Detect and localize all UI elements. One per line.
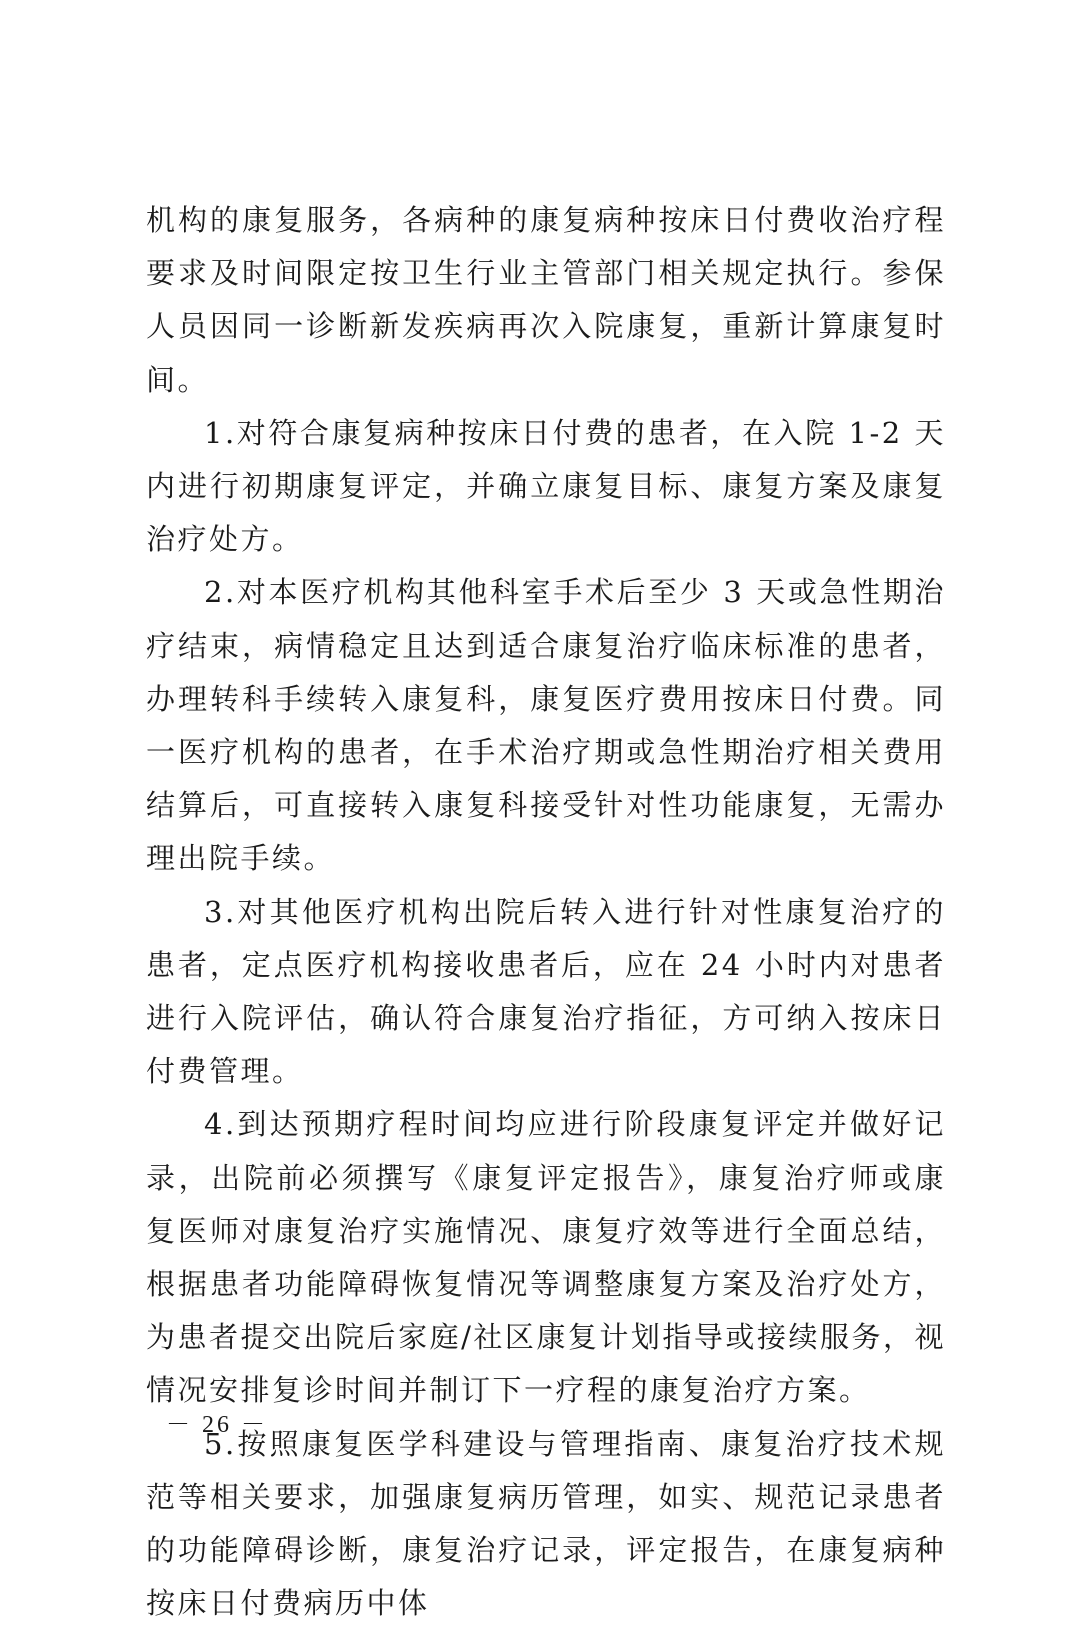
paragraph-item-1: 1.对符合康复病种按床日付费的患者，在入院 1-2 天内进行初期康复评定，并确立康复目标、康复方案及康复治疗处方。 — [146, 415, 946, 557]
page-number: － 26 － — [166, 1412, 268, 1438]
paragraph-item-4: 4.到达预期疗程时间均应进行阶段康复评定并做好记录，出院前必须撰写《康复评定报告》，康复治疗师或康复医师对康复治疗实施情况、康复疗效等进行全面总结，根据患者功能障碍恢复情况等调整康复方案及治疗处方，为患者提交出院后家庭/社区康复计划指导或接续服务，视情况安排复诊时间并制订下一疗程的康复治疗方案。 — [146, 1107, 946, 1408]
paragraph-item-5: 5.按照康复医学科建设与管理指南、康复治疗技术规范等相关要求，加强康复病历管理，如实、规范记录患者的功能障碍诊断，康复治疗记录，评定报告，在康复病种按床日付费病历中体 — [146, 1426, 946, 1621]
paragraph-item-3: 3.对其他医疗机构出院后转入进行针对性康复治疗的患者，定点医疗机构接收患者后，应在 24 小时内对患者进行入院评估，确认符合康复治疗指征，方可纳入按床日付费管理。 — [146, 894, 946, 1089]
paragraph-item-2: 2.对本医疗机构其他科室手术后至少 3 天或急性期治疗结束，病情稳定且达到适合康复治疗临床标准的患者，办理转科手续转入康复科，康复医疗费用按床日付费。同一医疗机构的患者，在手术治疗期或急性期治疗相关费用结算后，可直接转入康复科接受针对性功能康复，无需办理出院手续。 — [146, 575, 946, 876]
paragraph-continuation: 机构的康复服务，各病种的康复病种按床日付费收治疗程要求及时间限定按卫生行业主管部门相关规定执行。参保人员因同一诊断新发疾病再次入院康复，重新计算康复时间。 — [146, 203, 946, 397]
